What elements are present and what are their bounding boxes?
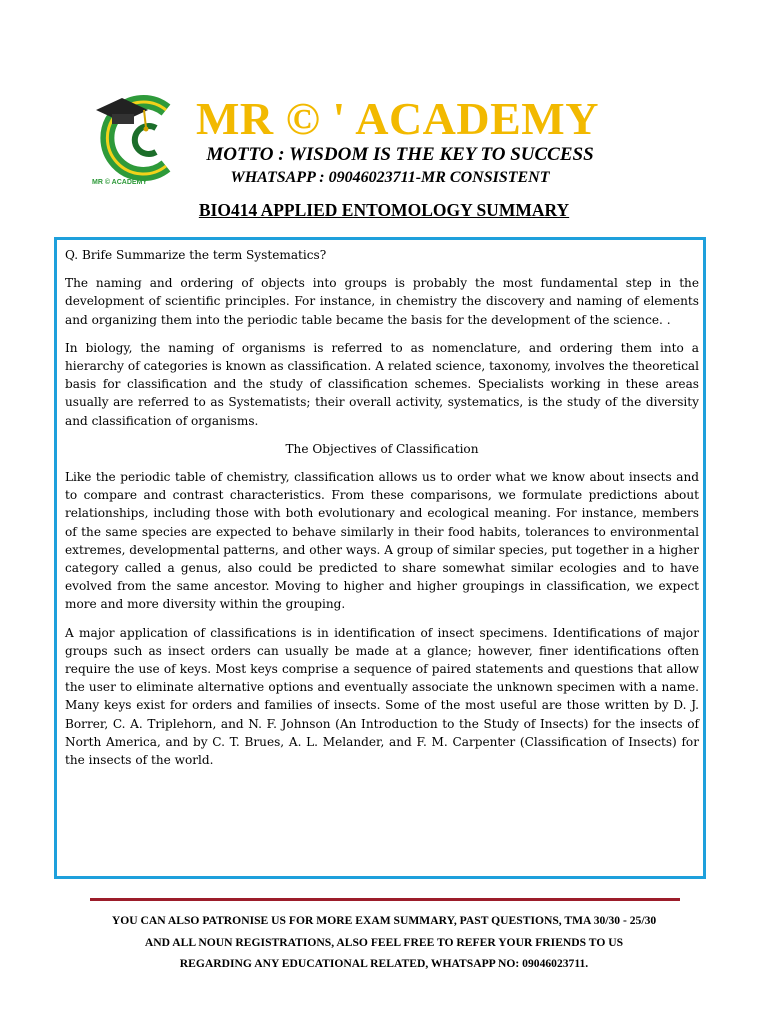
paragraph-4: A major application of classifications is in identification of insect specimens. Identifications of major groups such as insect orders can usually be made at a glance; however, finer identifications often require the use of keys. Most keys comprise a sequence of paired statements and questions that allow the user to eliminate alternative options and eventually associate the unknown specimen with a name. Many keys exist for orders and families of insects. Some of the most useful are those written by D. J. Borrer, C. A. Triplehorn, and N. F. Johnson (An Introduction to the Study of Insects) for the insects of North America, and by C. T. Brues, A. L. Melander, and F. M. Carpenter (Classification of Insects) for the insects of the world. bbox=[65, 625, 699, 768]
summary-content bbox=[65, 246, 699, 779]
paragraph-2: In biology, the naming of organisms is referred to as nomenclature, and ordering them into a hierarchy of categories is known as classification. A related science, taxonomy, involves the theoretical basis for classification and the study of classification schemes. Specialists working in these areas usually are referred to as Systematists; their overall activity, systematics, is the study of the diversity and classification of organisms. bbox=[65, 340, 699, 428]
footer-line-2: AND ALL NOUN REGISTRATIONS, ALSO FEEL FREE TO REFER YOUR FRIENDS TO US bbox=[144, 935, 624, 949]
section-heading: The Objectives of Classification bbox=[285, 441, 479, 456]
footer-line-1: YOU CAN ALSO PATRONISE US FOR MORE EXAM SUMMARY, PAST QUESTIONS, TMA 30/30 - 25/30 bbox=[111, 914, 657, 927]
academy-name: MR © ' ACADEMY bbox=[196, 93, 599, 144]
paragraph-1: The naming and ordering of objects into groups is probably the most fundamental step in the development of scientific principles. For instance, in chemistry the discovery and naming of elements and organizing them into the periodic table became the basis for the development of the science. . bbox=[65, 276, 699, 327]
logo-caption: MR © ACADEMY bbox=[92, 179, 148, 186]
footer-line-3: REGARDING ANY EDUCATIONAL RELATED, WHATSAPP NO: 09046023711. bbox=[179, 957, 589, 971]
question: Q. Brife Summarize the term Systematics? bbox=[65, 248, 327, 262]
footer-notice bbox=[70, 910, 698, 975]
whatsapp-contact: WHATSAPP : 09046023711-MR CONSISTENT bbox=[230, 169, 550, 186]
motto: MOTTO : WISDOM IS THE KEY TO SUCCESS bbox=[206, 144, 594, 165]
paragraph-3: Like the periodic table of chemistry, classification allows us to order what we know about insects and to compare and contrast characteristics. From these comparisons, we formulate predictions about relationships, including those with both evolutionary and ecological meaning. For instance, members of the same species are expected to behave similarly in their food habits, tolerances to environmental extremes, developmental patterns, and other ways. A group of similar species, put together in a higher category called a genus, also could be predicted to share somewhat similar ecologies and to have evolved from the same ancestor. Moving to higher and higher groupings in classification, we expect more and more diversity within the grouping. bbox=[65, 470, 699, 612]
document-title: BIO414 APPLIED ENTOMOLOGY SUMMARY bbox=[198, 200, 570, 220]
footer-divider bbox=[90, 898, 680, 901]
